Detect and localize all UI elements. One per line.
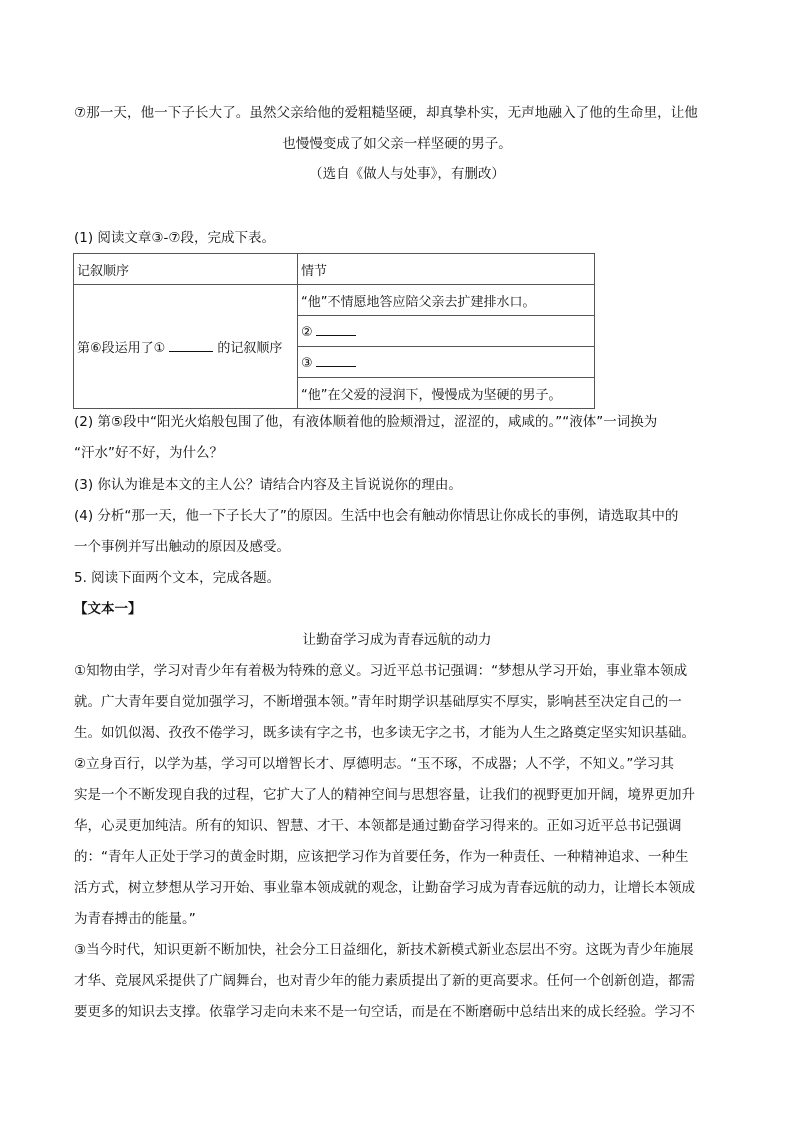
article-line: 生。如饥似渴、孜孜不倦学习，既多读有字之书，也多读无字之书，才能为人生之路奠定坚实知识基础。: [74, 725, 695, 741]
article-line: 为青春搏击的能量。”: [74, 911, 196, 927]
source-note: （选自《做人与处事》，有删改）: [309, 166, 505, 182]
plot-row-3: [298, 347, 595, 378]
question-1-prompt: (1) 阅读文章③-⑦段，完成下表。: [74, 230, 275, 246]
article-title: 让勤奋学习成为青春远航的动力: [302, 632, 492, 648]
answer-blank-3[interactable]: [316, 354, 356, 367]
answer-blank-1[interactable]: [169, 339, 213, 352]
plot-row-2-label: ②: [301, 324, 313, 340]
article-line: 华，心灵更加纯洁。所有的知识、智慧、才干、本领都是通过勤奋学习得来的。正如习近平总书记强调: [74, 818, 682, 834]
question-4-line-1: (4) 分析“那一天，他一下子长大了”的原因。生活中也会有触动你情思让你成长的事例，请选取其中的: [74, 508, 679, 524]
paragraph-7-line-2: 也慢慢变成了如父亲一样坚硬的男子。: [282, 136, 512, 152]
article-line: 实是一个不断发现自我的过程，它扩大了人的精神空间与思想容量，让我们的视野更加开阔，境界更加升: [74, 787, 695, 803]
table-header-plot: 情节: [298, 254, 595, 285]
question-4-line-2: 一个事例并写出触动的原因及感受。: [74, 539, 290, 555]
question-5-heading: 5. 阅读下面两个文本，完成各题。: [74, 570, 281, 586]
plot-row-1: “他”不情愿地答应陪父亲去扩建排水口。: [298, 285, 595, 316]
plot-row-2: [298, 316, 595, 347]
text-1-label: 【文本一】: [74, 601, 142, 617]
article-line: 就。广大青年要自觉加强学习，不断增强本领。”青年时期学识基础厚实不厚实，影响甚至决定自己的一: [74, 694, 682, 710]
table-header-order: 记叙顺序: [74, 254, 298, 285]
narrative-order-table: [73, 253, 595, 409]
question-3: (3) 你认为谁是本文的主人公？请结合内容及主旨说说你的理由。: [74, 477, 462, 493]
answer-blank-2[interactable]: [316, 323, 356, 336]
article-line: ①知物由学，学习对青少年有着极为特殊的意义。习近平总书记强调：“梦想从学习开始，事业靠本领成: [74, 663, 688, 679]
order-cell-prefix: 第⑥段运用了①: [77, 341, 166, 356]
plot-row-3-label: ③: [301, 355, 313, 371]
article-line: 要更多的知识去支撑。依靠学习走向未来不是一句空话，而是在不断磨砺中总结出来的成长经验。学习不: [74, 1004, 695, 1020]
article-line: 活方式，树立梦想从学习开始、事业靠本领成就的观念，让勤奋学习成为青春远航的动力，让增长本领成: [74, 880, 695, 896]
article-line: 才华、竞展风采提供了广阔舞台，也对青少年的能力素质提出了新的更高要求。任何一个创新创造，都需: [74, 973, 695, 989]
order-cell: [74, 285, 298, 409]
article-line: ②立身百行，以学为基，学习可以增智长才、厚德明志。“玉不琢，不成器；人不学，不知义。”学习其: [74, 756, 674, 772]
article-line: ③当今时代，知识更新不断加快，社会分工日益细化，新技术新模式新业态层出不穷。这既为青少年施展: [74, 942, 694, 958]
plot-row-4: “他”在父爱的浸润下，慢慢成为坚硬的男子。: [298, 378, 595, 409]
question-2-line-1: (2) 第⑤段中“阳光火焰般包围了他，有液体顺着他的脸颊滑过，涩涩的，咸咸的。”“液体”一词换为: [74, 414, 658, 430]
question-2-line-2: “汗水”好不好，为什么？: [74, 445, 223, 461]
article-line: 的：“青年人正处于学习的黄金时期，应该把学习作为首要任务，作为一种责任、一种精神追求、一种生: [74, 849, 689, 865]
order-cell-suffix: 的记叙顺序: [217, 341, 283, 356]
paragraph-7-line-1: ⑦那一天，他一下子长大了。虽然父亲给他的爱粗糙坚硬，却真挚朴实，无声地融入了他的生命里，让他: [74, 105, 698, 121]
